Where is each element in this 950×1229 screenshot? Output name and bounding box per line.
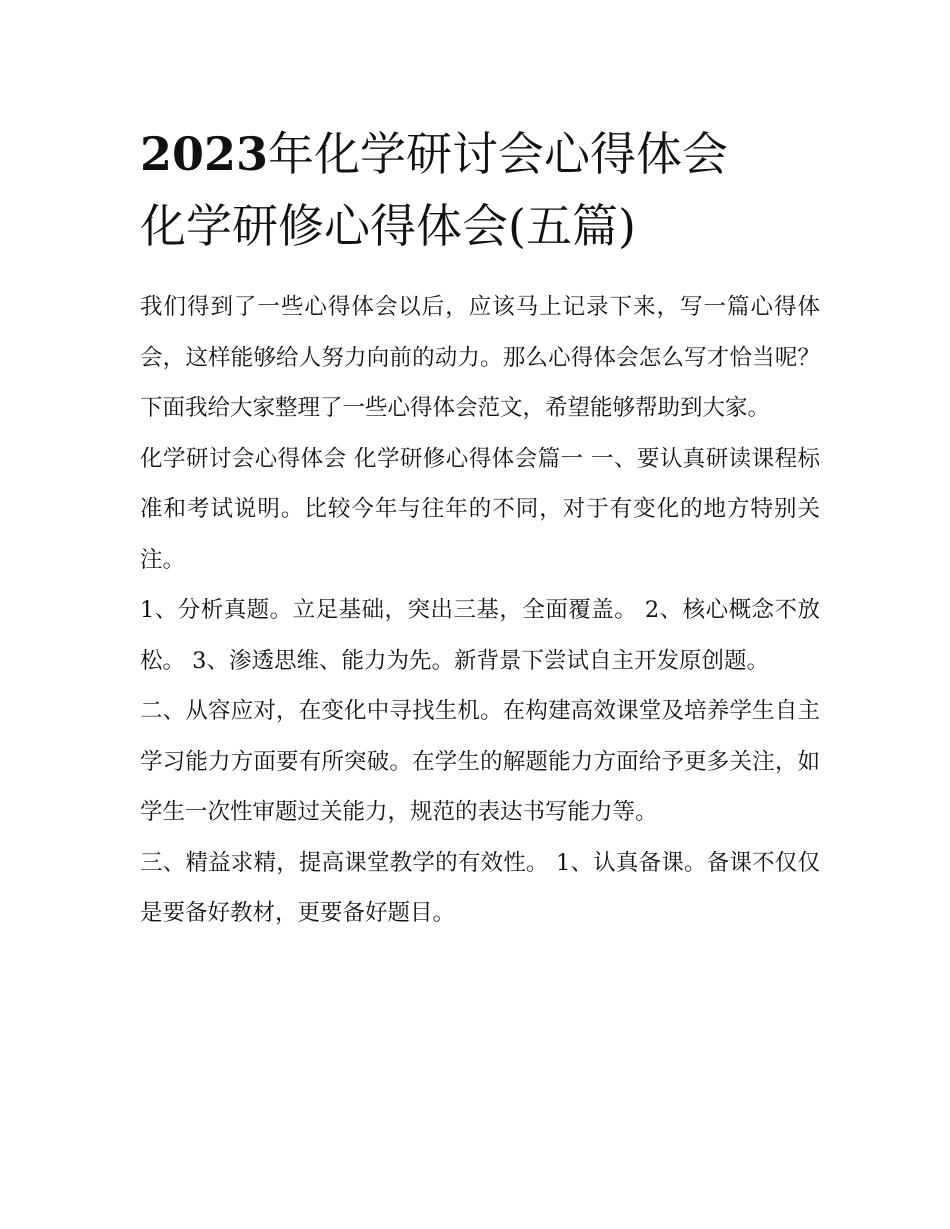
paragraph-2: 1、分析真题。立足基础，突出三基，全面覆盖。 2、核心概念不放松。 3、渗透思维、能力为先。新背景下尝试自主开发原创题。: [140, 597, 820, 674]
document-page: [140, 118, 820, 939]
document-body: [140, 282, 820, 939]
document-title: [140, 118, 820, 262]
title-line-2: 化学研修心得体会(五篇): [140, 199, 636, 253]
paragraph-3: 二、从容应对，在变化中寻找生机。在构建高效课堂及培养学生自主学习能力方面要有所突破。在学生的解题能力方面给予更多关注，如学生一次性审题过关能力，规范的表达书写能力等。: [140, 698, 820, 825]
title-line-1-text: 年化学研讨会心得体会: [268, 127, 729, 181]
paragraph-4: 三、精益求精，提高课堂教学的有效性。 1、认真备课。备课不仅仅是要备好教材，更要备好题目。: [140, 849, 820, 926]
title-line-1: [140, 118, 820, 190]
paragraph-intro: 我们得到了一些心得体会以后，应该马上记录下来，写一篇心得体会，这样能够给人努力向前的动力。那么心得体会怎么写才恰当呢？下面我给大家整理了一些心得体会范文，希望能够帮助到大家。: [140, 294, 820, 421]
title-year: 2023: [140, 127, 269, 181]
paragraph-1: 化学研讨会心得体会 化学研修心得体会篇一 一、要认真研读课程标准和考试说明。比较今年与往年的不同，对于有变化的地方特别关注。: [140, 445, 820, 573]
